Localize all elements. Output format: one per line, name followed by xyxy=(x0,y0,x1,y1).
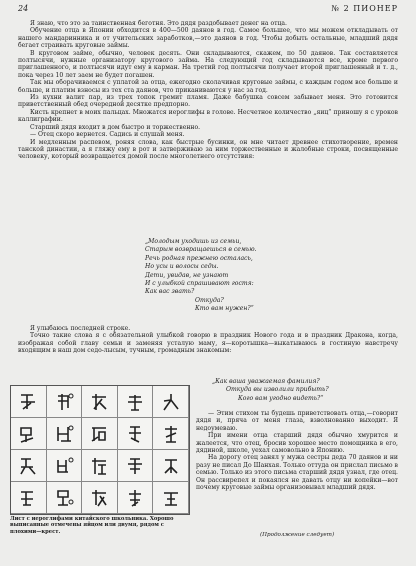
glyph-cell xyxy=(153,482,189,514)
poem-line: Речь родная прежнею осталась, xyxy=(145,254,253,262)
hieroglyph-icon xyxy=(124,423,146,445)
poem-line: И с улыбкой спрашивают гостя: xyxy=(145,280,254,288)
hieroglyph-icon xyxy=(53,423,75,445)
glyph-cell xyxy=(47,450,83,482)
hieroglyph-icon xyxy=(124,487,146,509)
paragraph: — Этим стихом ты будешь приветствовать отца,—говорит дядя и, пряча от меня глаза, взволнованно выходит. Я недоумеваю. xyxy=(196,410,398,432)
glyph-cell xyxy=(118,482,154,514)
hieroglyph-icon xyxy=(17,455,39,477)
glyph-cell xyxy=(47,482,83,514)
poem-line: Кто вам нужен?“ xyxy=(195,305,254,313)
glyph-cell xyxy=(82,386,118,418)
hieroglyph-icon xyxy=(160,391,182,413)
paragraph: — Отец скоро вернется. Садись и слушай меня. xyxy=(30,131,185,139)
glyph-cell xyxy=(153,450,189,482)
glyph-cell xyxy=(11,418,47,450)
paragraph: При имени отца старший дядя обычно хмурится и жалеется, что отец, бросив хорошее место помощника в его, дядиной, школе, уехал самовольно в Японию. xyxy=(196,432,398,455)
glyph-cell xyxy=(82,418,118,450)
hieroglyph-icon xyxy=(88,423,110,445)
paragraph: И медленным распевом, роняя слова, как быстрые бусинки, он мне читает древнее стихотворение, времен танской династии, а я гляжу ему в рот и затверживаю за ним торжественные и жалобные строки, посвященные человеку, который возвращается домой после многолетнего отсутствия: xyxy=(18,138,398,161)
poem-line: „Молодым уходишь из семьи, xyxy=(145,238,242,245)
glyph-cell xyxy=(11,450,47,482)
poem-line: Как вас звать? xyxy=(145,288,195,296)
paragraph: Я знаю, что это за таинственная беготня. Это дядя раздобывает денег на отца. xyxy=(30,20,287,27)
paragraph: Старший дядя входит в дом быстро и торжественно. xyxy=(30,123,201,131)
glyph-cell xyxy=(82,482,118,514)
glyph-cell xyxy=(11,386,47,418)
hieroglyph-icon xyxy=(53,487,75,509)
calligraphy-figure xyxy=(10,385,188,535)
hieroglyph-icon xyxy=(88,487,110,509)
paragraph: Так мы оборачиваемся с уплатой за отца, ежегодно сколачивая круговые займы, с каждым годом все больше и больше, и платим взносы из тех ста даянов, что приканиваются у нас за год. xyxy=(18,79,398,94)
glyph-cell xyxy=(82,450,118,482)
glyph-cell xyxy=(153,386,189,418)
poem-line: „Как ваша уважаемая фамилия? xyxy=(212,378,320,385)
poem-line: Откуда вы изволили прибыть? xyxy=(226,386,329,394)
hieroglyph-icon xyxy=(88,391,110,413)
continuation-note: (Продолжение следует) xyxy=(260,532,335,538)
hieroglyph-icon xyxy=(17,423,39,445)
hieroglyph-icon xyxy=(53,391,75,413)
magazine-title: № 2 ПИОНЕР xyxy=(331,4,398,13)
glyph-cell xyxy=(118,450,154,482)
poem-line: Откуда? xyxy=(195,296,224,304)
hieroglyph-icon xyxy=(124,455,146,477)
paragraph: Кисть крепнет в моих пальцах. Множатся иероглифы в голове. Несчетное количество „яиц“ приношу я с уроков каллиграфии. xyxy=(18,108,398,124)
page-number: 24 xyxy=(18,4,29,13)
glyph-cell xyxy=(118,386,154,418)
right-column-text xyxy=(196,410,398,491)
hieroglyph-icon xyxy=(160,455,182,477)
paragraph: Точно такие слова я с обязательной улыбкой говорю в праздник Нового года и в праздник Дракона, когда, изображая собой главу семьи и заменяя усталую маму, я—коротышка—выкатываюсь в гостиную навстречу входящим в наш дом седо-лысым, тучным, громадным знакомым: xyxy=(18,332,398,355)
calligraphy-sheet xyxy=(10,385,190,515)
figure-caption: Лист с иероглифами китайского школьника. Хорошо выписанные отмечены яйцом или двумя, рядом с плохими—крест. xyxy=(10,516,174,535)
paragraph: Обучение отца в Японии обходится в 400—500 даянов в год. Самое большее, что мы можем откладывать от нашего мандаринника и от учительских заработков,—это даянов в год. Чтобы добыть остальные, младший дядя бегает страивать круговые займы. xyxy=(18,27,398,50)
hieroglyph-icon xyxy=(17,487,39,509)
hieroglyph-icon xyxy=(160,423,182,445)
page-header xyxy=(18,4,398,16)
glyph-cell xyxy=(47,386,83,418)
hieroglyph-icon xyxy=(17,391,39,413)
poem-line: Дети, увидав, не узнают xyxy=(145,271,229,279)
glyph-cell xyxy=(118,418,154,450)
paragraph: Из кухни валит пар, из трех топок гремит пламя. Даже бабушка совсем забывает меня. Это готовится приветственный обед очередной десятке предпорно. xyxy=(18,94,398,109)
hieroglyph-icon xyxy=(88,455,110,477)
hieroglyph-icon xyxy=(124,391,146,413)
hieroglyph-icon xyxy=(160,487,182,509)
mid-text xyxy=(18,325,398,355)
poem-line: Но усы и волосы седы. xyxy=(145,263,219,271)
hieroglyph-icon xyxy=(53,455,75,477)
paragraph: В круговом займе, обычно, человек десять. Они складываются, скажем, по 50 даянов. Так составляется полтысячи, нужные организатору кругового займа. На следующий год складываются все, кроме первого приглашенного, и полтысячи идут ему в карман. На третий год полтысячи получает второй приглашенный и т. д., пока через 10 лет заем не будет погашен. xyxy=(18,49,398,79)
poem-line: Старым возвращаешься в семью. xyxy=(145,246,257,254)
glyph-cell xyxy=(47,418,83,450)
paragraph: Я улыбаюсь последней строке. xyxy=(30,325,131,332)
glyph-cell xyxy=(153,418,189,450)
glyph-cell xyxy=(11,482,47,514)
intro-text xyxy=(18,20,398,161)
paragraph: На дорогу отец занял у мужа сестры деда 70 даянов и ни разу не писал До Шанхая. Только оттуда он прислал письмо в семью. Только из этого письма старший дядя узнал, где отец. Он рассвирепел и покаялся не давать отцу ни копейки—вот почему круговые займы организовывал младший дядя. xyxy=(196,454,398,492)
poem-line: Кого вам угодно видеть?“ xyxy=(238,394,324,402)
poem-tang xyxy=(145,238,257,314)
poem-greeting xyxy=(212,378,329,403)
